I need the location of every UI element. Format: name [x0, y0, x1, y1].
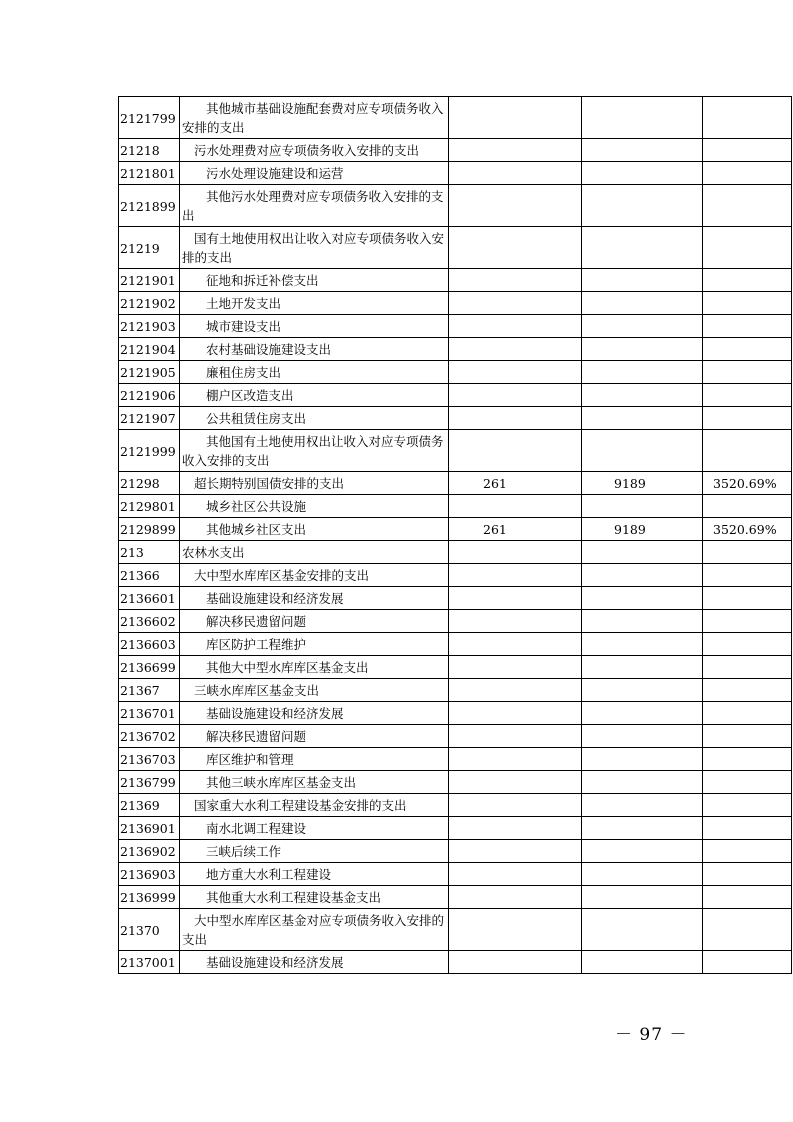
row-value-1-cell	[449, 495, 582, 518]
row-value-3-cell	[703, 162, 792, 185]
row-value-2-cell	[582, 162, 703, 185]
row-value-1-cell	[449, 227, 582, 269]
row-value-1-cell	[449, 564, 582, 587]
row-name-cell: 超长期特别国债安排的支出	[180, 472, 449, 495]
table-row	[119, 863, 792, 886]
row-value-3-cell	[703, 361, 792, 384]
row-value-1-cell	[449, 633, 582, 656]
row-code-cell: 2136799	[119, 771, 180, 794]
row-value-1-cell	[449, 610, 582, 633]
row-name-cell: 棚户区改造支出	[180, 384, 449, 407]
row-code-cell: 21218	[119, 139, 180, 162]
row-name-cell: 廉租住房支出	[180, 361, 449, 384]
table-row	[119, 472, 792, 495]
row-name-cell: 污水处理费对应专项债务收入安排的支出	[180, 139, 449, 162]
table-row	[119, 794, 792, 817]
table-row	[119, 162, 792, 185]
row-value-1-cell	[449, 840, 582, 863]
row-value-1-cell	[449, 725, 582, 748]
row-value-3-cell	[703, 587, 792, 610]
table-row	[119, 430, 792, 472]
row-value-3-cell	[703, 771, 792, 794]
row-code-cell: 2121801	[119, 162, 180, 185]
table-row	[119, 610, 792, 633]
row-value-1-cell	[449, 97, 582, 139]
row-code-cell: 21366	[119, 564, 180, 587]
row-code-cell: 2129801	[119, 495, 180, 518]
table-row	[119, 840, 792, 863]
row-value-3-cell	[703, 315, 792, 338]
row-value-1-cell	[449, 886, 582, 909]
row-value-1-cell	[449, 430, 582, 472]
row-name-cell: 基础设施建设和经济发展	[180, 702, 449, 725]
row-value-2-cell	[582, 840, 703, 863]
row-code-cell: 2121902	[119, 292, 180, 315]
table-row	[119, 407, 792, 430]
row-value-2-cell	[582, 909, 703, 951]
row-value-3-cell	[703, 679, 792, 702]
row-name-cell: 三峡后续工作	[180, 840, 449, 863]
row-value-3-cell	[703, 610, 792, 633]
row-name-cell: 农林水支出	[180, 541, 449, 564]
row-name-cell: 国家重大水利工程建设基金安排的支出	[180, 794, 449, 817]
row-value-3-cell	[703, 702, 792, 725]
budget-table	[118, 96, 792, 974]
row-value-1-cell	[449, 771, 582, 794]
row-value-3-cell	[703, 817, 792, 840]
table-row	[119, 748, 792, 771]
row-value-1-cell	[449, 185, 582, 227]
row-name-cell: 土地开发支出	[180, 292, 449, 315]
row-value-2-cell	[582, 794, 703, 817]
row-name-cell: 基础设施建设和经济发展	[180, 951, 449, 974]
table-row	[119, 384, 792, 407]
row-name-cell: 基础设施建设和经济发展	[180, 587, 449, 610]
row-value-1-cell	[449, 541, 582, 564]
table-row	[119, 564, 792, 587]
table-row	[119, 679, 792, 702]
row-value-3-cell	[703, 794, 792, 817]
row-name-cell: 其他城乡社区支出	[180, 518, 449, 541]
table-row	[119, 185, 792, 227]
row-name-cell: 大中型水库库区基金安排的支出	[180, 564, 449, 587]
row-name-cell: 其他城市基础设施配套费对应专项债务收入安排的支出	[180, 97, 449, 139]
row-value-2-cell	[582, 227, 703, 269]
row-value-1-cell	[449, 817, 582, 840]
row-name-cell: 其他国有土地使用权出让收入对应专项债务收入安排的支出	[180, 430, 449, 472]
row-value-3-cell	[703, 269, 792, 292]
table-row	[119, 269, 792, 292]
row-value-2-cell	[582, 495, 703, 518]
row-value-1-cell	[449, 315, 582, 338]
table-row	[119, 518, 792, 541]
row-value-2-cell	[582, 656, 703, 679]
row-code-cell: 2121899	[119, 185, 180, 227]
row-name-cell: 国有土地使用权出让收入对应专项债务收入安排的支出	[180, 227, 449, 269]
row-value-2-cell	[582, 702, 703, 725]
row-code-cell: 2121799	[119, 97, 180, 139]
table-row	[119, 951, 792, 974]
row-value-2-cell	[582, 951, 703, 974]
row-value-3-cell	[703, 656, 792, 679]
row-value-1-cell	[449, 656, 582, 679]
row-code-cell: 2121903	[119, 315, 180, 338]
row-value-3-cell	[703, 139, 792, 162]
row-code-cell: 2136601	[119, 587, 180, 610]
row-name-cell: 大中型水库库区基金对应专项债务收入安排的支出	[180, 909, 449, 951]
table-row	[119, 587, 792, 610]
row-code-cell: 2136901	[119, 817, 180, 840]
row-code-cell: 2136903	[119, 863, 180, 886]
table-row	[119, 97, 792, 139]
table-row	[119, 725, 792, 748]
row-code-cell: 21367	[119, 679, 180, 702]
row-value-3-cell: 3520.69%	[703, 472, 792, 495]
table-row	[119, 702, 792, 725]
row-value-3-cell	[703, 748, 792, 771]
row-code-cell: 2136902	[119, 840, 180, 863]
row-value-2-cell	[582, 679, 703, 702]
row-code-cell: 2136702	[119, 725, 180, 748]
row-value-3-cell	[703, 633, 792, 656]
row-value-3-cell	[703, 564, 792, 587]
row-name-cell: 征地和拆迁补偿支出	[180, 269, 449, 292]
table-row	[119, 361, 792, 384]
row-code-cell: 2136703	[119, 748, 180, 771]
row-name-cell: 其他重大水利工程建设基金支出	[180, 886, 449, 909]
row-value-1-cell	[449, 951, 582, 974]
row-value-3-cell	[703, 407, 792, 430]
row-code-cell: 2136999	[119, 886, 180, 909]
row-code-cell: 213	[119, 541, 180, 564]
row-value-1-cell: 261	[449, 472, 582, 495]
table-row	[119, 227, 792, 269]
row-value-3-cell	[703, 292, 792, 315]
row-name-cell: 地方重大水利工程建设	[180, 863, 449, 886]
row-value-1-cell	[449, 407, 582, 430]
row-value-1-cell	[449, 384, 582, 407]
table-row	[119, 817, 792, 840]
row-code-cell: 21369	[119, 794, 180, 817]
row-code-cell: 2121901	[119, 269, 180, 292]
row-value-2-cell	[582, 139, 703, 162]
row-value-2-cell	[582, 541, 703, 564]
row-value-2-cell	[582, 338, 703, 361]
row-value-1-cell	[449, 679, 582, 702]
row-name-cell: 污水处理设施建设和运营	[180, 162, 449, 185]
row-value-2-cell	[582, 384, 703, 407]
row-name-cell: 南水北调工程建设	[180, 817, 449, 840]
row-code-cell: 2137001	[119, 951, 180, 974]
row-value-3-cell	[703, 725, 792, 748]
row-value-2-cell	[582, 292, 703, 315]
row-code-cell: 2121905	[119, 361, 180, 384]
row-code-cell: 2121904	[119, 338, 180, 361]
row-value-1-cell	[449, 702, 582, 725]
table-row	[119, 139, 792, 162]
row-name-cell: 解决移民遗留问题	[180, 725, 449, 748]
row-value-3-cell	[703, 384, 792, 407]
row-code-cell: 2136603	[119, 633, 180, 656]
row-value-3-cell	[703, 840, 792, 863]
row-value-2-cell	[582, 725, 703, 748]
row-value-1-cell	[449, 909, 582, 951]
row-code-cell: 2121907	[119, 407, 180, 430]
row-code-cell: 2129899	[119, 518, 180, 541]
row-name-cell: 解决移民遗留问题	[180, 610, 449, 633]
page-number: － 97 －	[615, 1025, 688, 1045]
row-value-2-cell: 9189	[582, 472, 703, 495]
row-value-2-cell	[582, 361, 703, 384]
row-value-1-cell: 261	[449, 518, 582, 541]
row-name-cell: 其他三峡水库库区基金支出	[180, 771, 449, 794]
table-row	[119, 886, 792, 909]
row-value-2-cell	[582, 633, 703, 656]
row-value-3-cell	[703, 863, 792, 886]
row-value-1-cell	[449, 748, 582, 771]
row-code-cell: 2136602	[119, 610, 180, 633]
row-name-cell: 库区维护和管理	[180, 748, 449, 771]
row-value-2-cell	[582, 407, 703, 430]
row-value-2-cell	[582, 748, 703, 771]
row-code-cell: 2136699	[119, 656, 180, 679]
row-value-3-cell	[703, 227, 792, 269]
table-row	[119, 292, 792, 315]
table-row	[119, 633, 792, 656]
row-value-2-cell	[582, 430, 703, 472]
row-value-2-cell	[582, 610, 703, 633]
row-name-cell: 农村基础设施建设支出	[180, 338, 449, 361]
row-value-2-cell	[582, 269, 703, 292]
row-code-cell: 21298	[119, 472, 180, 495]
row-value-1-cell	[449, 361, 582, 384]
table-row	[119, 495, 792, 518]
row-name-cell: 公共租赁住房支出	[180, 407, 449, 430]
row-value-3-cell	[703, 541, 792, 564]
row-code-cell: 21370	[119, 909, 180, 951]
row-name-cell: 三峡水库库区基金支出	[180, 679, 449, 702]
row-code-cell: 21219	[119, 227, 180, 269]
table-row	[119, 656, 792, 679]
row-value-3-cell	[703, 495, 792, 518]
row-value-3-cell	[703, 951, 792, 974]
row-value-2-cell	[582, 817, 703, 840]
row-value-2-cell	[582, 564, 703, 587]
table-row	[119, 909, 792, 951]
row-name-cell: 其他大中型水库库区基金支出	[180, 656, 449, 679]
row-code-cell: 2121999	[119, 430, 180, 472]
row-name-cell: 其他污水处理费对应专项债务收入安排的支出	[180, 185, 449, 227]
table-row	[119, 541, 792, 564]
row-name-cell: 城乡社区公共设施	[180, 495, 449, 518]
row-code-cell: 2121906	[119, 384, 180, 407]
table-row	[119, 338, 792, 361]
row-value-3-cell	[703, 338, 792, 361]
row-value-1-cell	[449, 292, 582, 315]
row-value-2-cell	[582, 886, 703, 909]
row-value-3-cell	[703, 886, 792, 909]
row-name-cell: 库区防护工程维护	[180, 633, 449, 656]
row-value-1-cell	[449, 162, 582, 185]
row-value-3-cell	[703, 97, 792, 139]
row-value-1-cell	[449, 338, 582, 361]
row-value-2-cell	[582, 185, 703, 227]
row-code-cell: 2136701	[119, 702, 180, 725]
row-value-2-cell: 9189	[582, 518, 703, 541]
budget-table-body	[119, 97, 792, 974]
row-value-2-cell	[582, 97, 703, 139]
row-name-cell: 城市建设支出	[180, 315, 449, 338]
row-value-2-cell	[582, 587, 703, 610]
table-row	[119, 771, 792, 794]
row-value-1-cell	[449, 794, 582, 817]
row-value-3-cell	[703, 185, 792, 227]
row-value-3-cell	[703, 909, 792, 951]
row-value-3-cell	[703, 430, 792, 472]
row-value-1-cell	[449, 587, 582, 610]
row-value-2-cell	[582, 863, 703, 886]
row-value-1-cell	[449, 139, 582, 162]
row-value-1-cell	[449, 269, 582, 292]
table-row	[119, 315, 792, 338]
row-value-3-cell: 3520.69%	[703, 518, 792, 541]
row-value-2-cell	[582, 315, 703, 338]
row-value-2-cell	[582, 771, 703, 794]
row-value-1-cell	[449, 863, 582, 886]
